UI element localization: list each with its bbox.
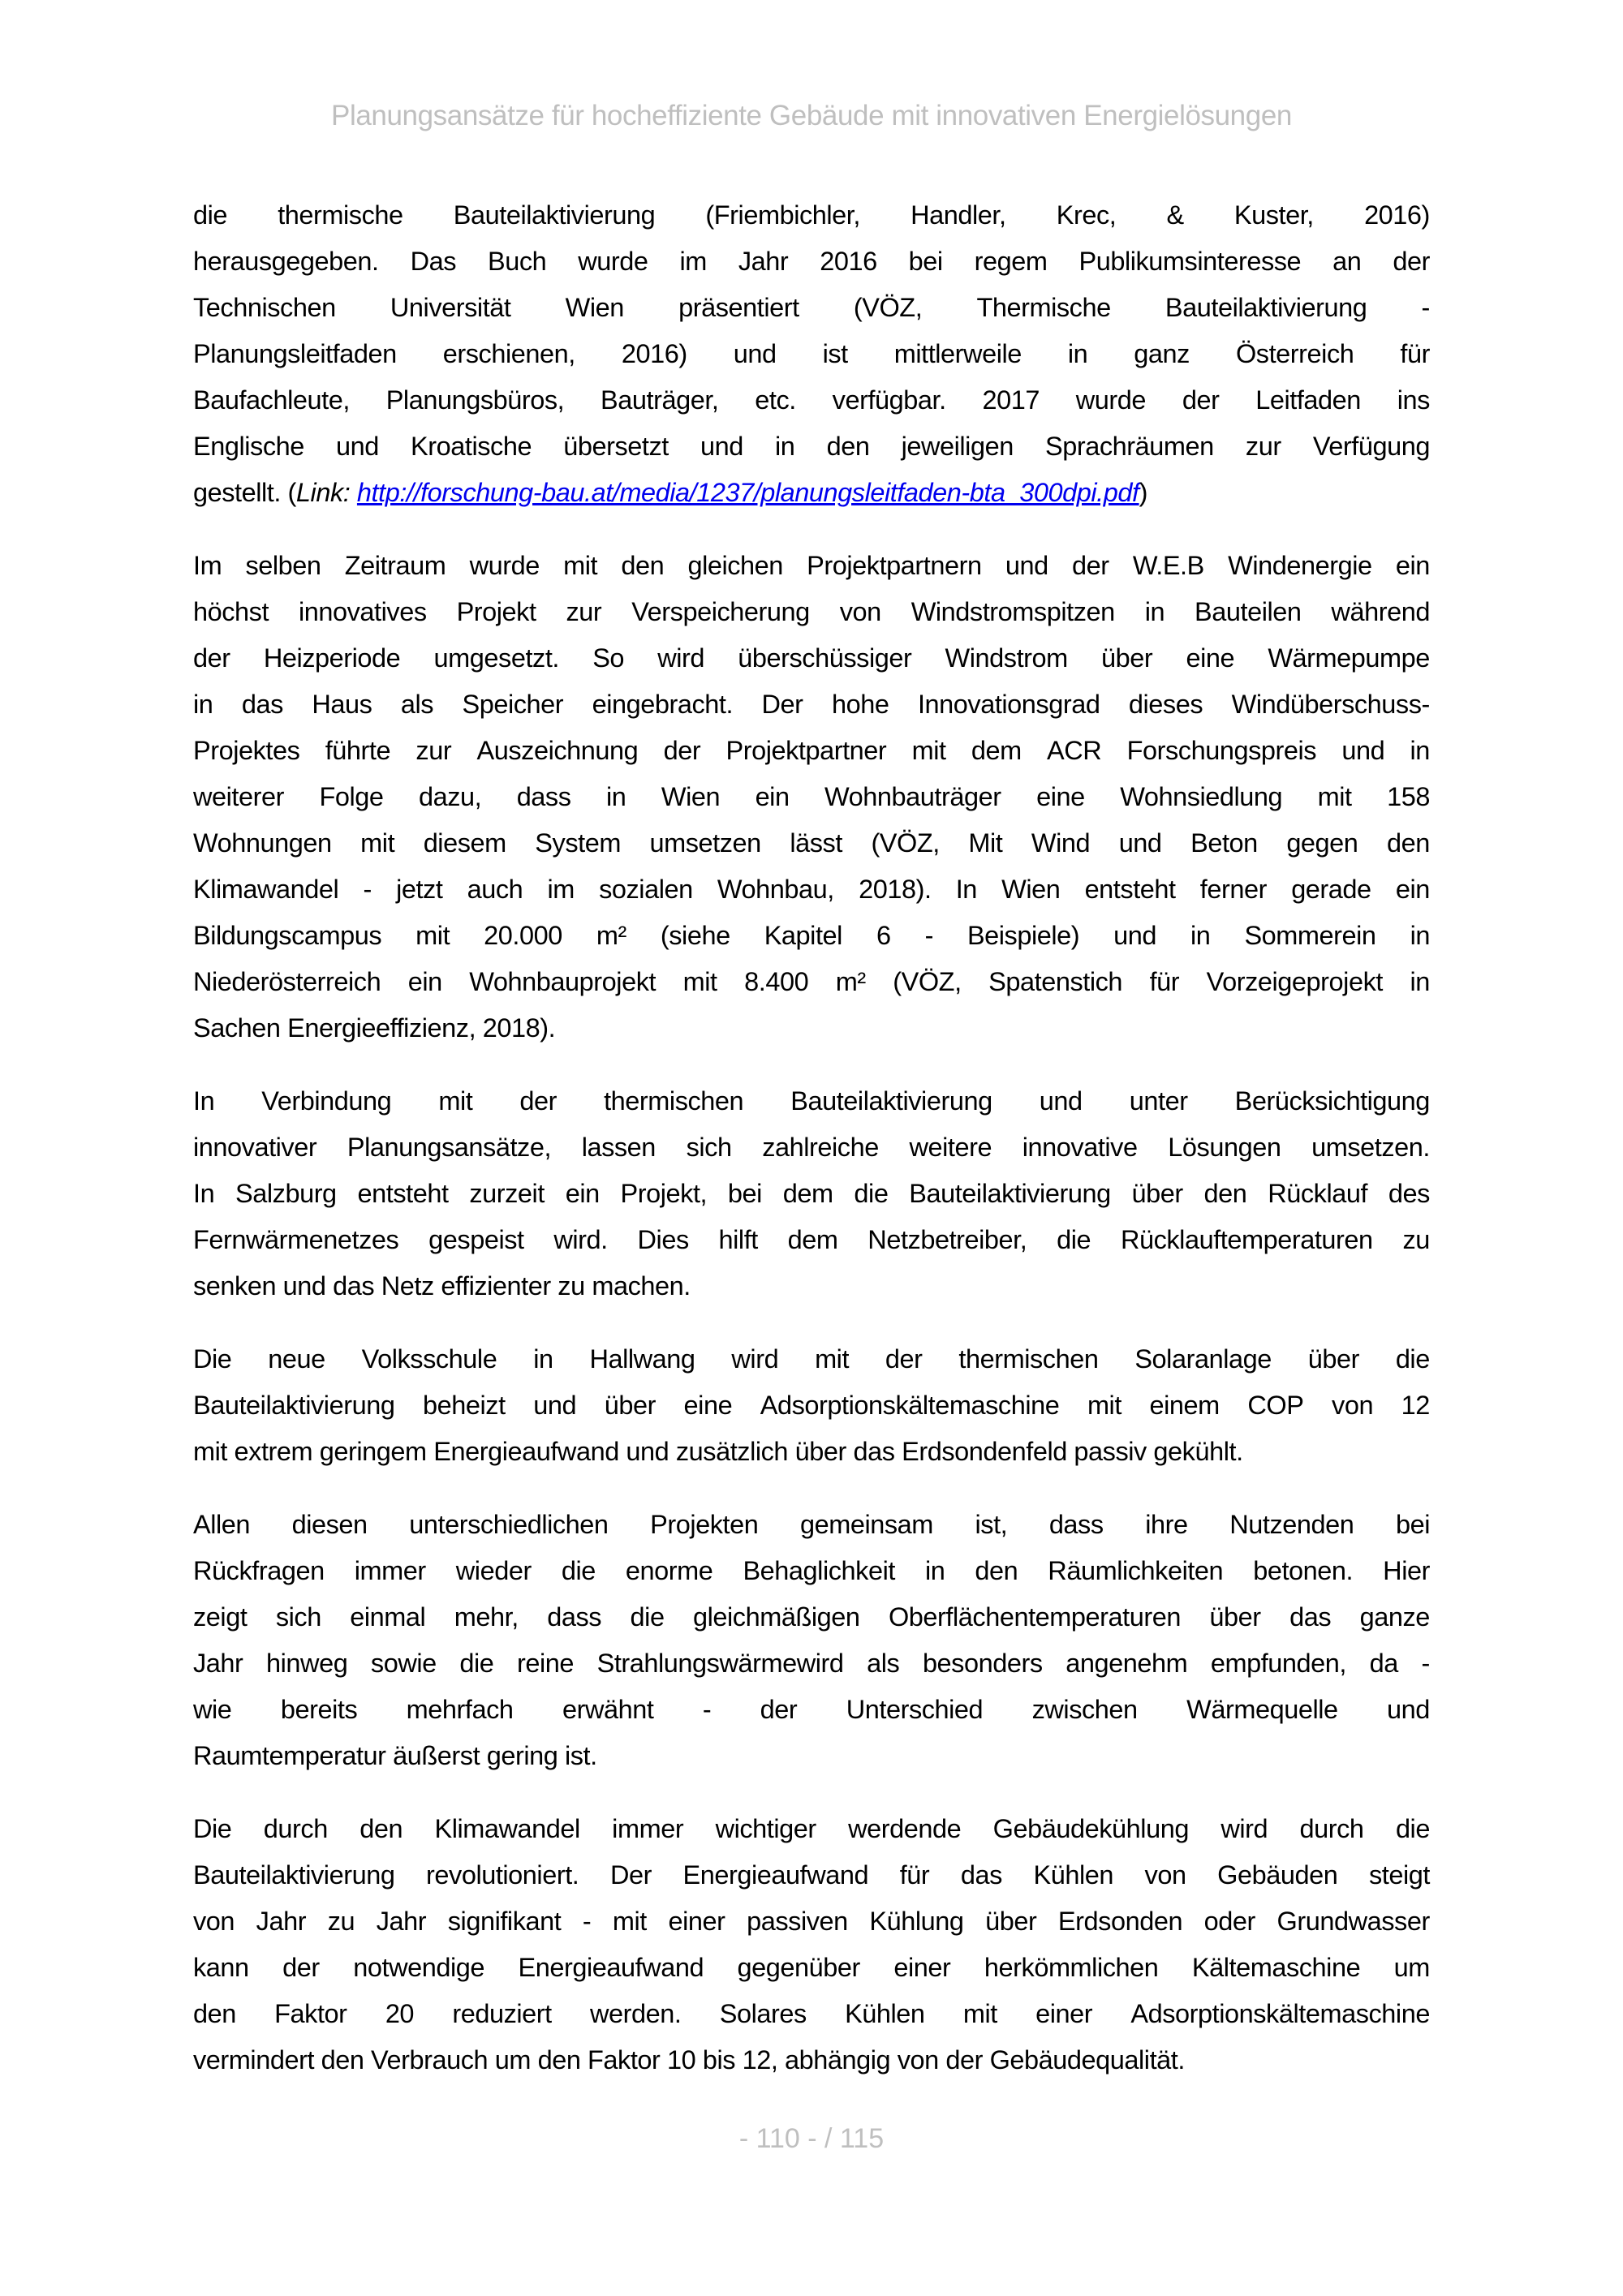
text-line: kann der notwendige Energieaufwand gegenüber einer herkömmlichen Kältemaschine um (193, 1953, 1430, 1982)
text-line: mit extrem geringem Energieaufwand und zusätzlich über das Erdsondenfeld passiv gekühlt. (193, 1437, 1243, 1466)
pdf-link[interactable]: http://forschung-bau.at/media/1237/planungsleitfaden-bta_300dpi.pdf (356, 478, 1139, 507)
text-line: senken und das Netz effizienter zu machen. (193, 1271, 691, 1301)
text-line: Bildungscampus mit 20.000 m² (siehe Kapitel 6 - Beispiele) und in Sommerein in (193, 921, 1430, 950)
text-line: Fernwärmenetzes gespeist wird. Dies hilft dem Netzbetreiber, die Rücklauftemperaturen zu (193, 1225, 1430, 1254)
text-line: der Heizperiode umgesetzt. So wird überschüssiger Windstrom über eine Wärmepumpe (193, 643, 1430, 673)
text-line: Englische und Kroatische übersetzt und in den jeweiligen Sprachräumen zur Verfügung (193, 432, 1430, 461)
running-header: Planungsansätze für hocheffiziente Gebäude mit innovativen Energielösungen (331, 100, 1292, 131)
text-line: in das Haus als Speicher eingebracht. Der hohe Innovationsgrad dieses Windüberschuss- (193, 690, 1430, 719)
text-line: Bauteilaktivierung revolutioniert. Der Energieaufwand für das Kühlen von Gebäuden steigt (193, 1860, 1430, 1890)
text-line: Klimawandel - jetzt auch im sozialen Wohnbau, 2018). In Wien entsteht ferner gerade ein (193, 875, 1430, 904)
text-line: Niederösterreich ein Wohnbauprojekt mit 8.400 m² (VÖZ, Spatenstich für Vorzeigeprojekt in (193, 967, 1430, 996)
text-line: Raumtemperatur äußerst gering ist. (193, 1741, 597, 1770)
text-line: Allen diesen unterschiedlichen Projekten gemeinsam ist, dass ihre Nutzenden bei (193, 1510, 1430, 1539)
text-line: In Verbindung mit der thermischen Bauteilaktivierung und unter Berücksichtigung (193, 1086, 1430, 1116)
text-line: höchst innovatives Projekt zur Verspeicherung von Windstromspitzen in Bauteilen während (193, 597, 1430, 626)
text-line: vermindert den Verbrauch um den Faktor 10 bis 12, abhängig von der Gebäudequalität. (193, 2045, 1185, 2075)
text-line: Sachen Energieeffizienz, 2018). (193, 1013, 556, 1043)
text-line: die thermische Bauteilaktivierung (Friembichler, Handler, Krec, & Kuster, 2016) (193, 200, 1430, 230)
link-line (193, 470, 1430, 516)
paragraph-4 (193, 1336, 1430, 1475)
link-label: Link: (295, 478, 351, 507)
link-suffix: ) (1139, 478, 1147, 507)
text-line: Wohnungen mit diesem System umsetzen lässt (VÖZ, Mit Wind und Beton gegen den (193, 828, 1430, 858)
text-line: Projektes führte zur Auszeichnung der Projektpartner mit dem ACR Forschungspreis und in (193, 736, 1430, 765)
text-line: Die durch den Klimawandel immer wichtiger werdende Gebäudekühlung wird durch die (193, 1814, 1430, 1843)
text-line: den Faktor 20 reduziert werden. Solares Kühlen mit einer Adsorptionskältemaschine (193, 1999, 1430, 2028)
text-line: Jahr hinweg sowie die reine Strahlungswärmewird als besonders angenehm empfunden, da - (193, 1649, 1430, 1678)
page-number: - 110 - / 115 (738, 2123, 885, 2154)
text-line: innovativer Planungsansätze, lassen sich zahlreiche weitere innovative Lösungen umsetzen. (193, 1133, 1430, 1162)
paragraph-6 (193, 1806, 1430, 2083)
text-line: Planungsleitfaden erschienen, 2016) und ist mittlerweile in ganz Österreich für (193, 339, 1430, 368)
text-line: Technischen Universität Wien präsentiert (VÖZ, Thermische Bauteilaktivierung - (193, 293, 1430, 322)
text-line: Rückfragen immer wieder die enorme Behaglichkeit in den Räumlichkeiten betonen. Hier (193, 1556, 1430, 1585)
text-line: von Jahr zu Jahr signifikant - mit einer passiven Kühlung über Erdsonden oder Grundwasser (193, 1907, 1430, 1936)
paragraph-2 (193, 543, 1430, 1051)
text-line: Die neue Volksschule in Hallwang wird mit der thermischen Solaranlage über die (193, 1344, 1430, 1374)
text-line: weiterer Folge dazu, dass in Wien ein Wohnbauträger eine Wohnsiedlung mit 158 (193, 782, 1430, 811)
text-line: In Salzburg entsteht zurzeit ein Projekt, bei dem die Bauteilaktivierung über den Rücklauf des (193, 1179, 1430, 1208)
text-line: herausgegeben. Das Buch wurde im Jahr 2016 bei regem Publikumsinteresse an der (193, 247, 1430, 276)
link-prefix: gestellt. ( (193, 478, 296, 507)
text-line: Im selben Zeitraum wurde mit den gleichen Projektpartnern und der W.E.B Windenergie ein (193, 551, 1430, 580)
text-line: Bauteilaktivierung beheizt und über eine Adsorptionskältemaschine mit einem COP von 12 (193, 1391, 1430, 1420)
text-line: Baufachleute, Planungsbüros, Bauträger, etc. verfügbar. 2017 wurde der Leitfaden ins (193, 385, 1430, 415)
paragraph-3 (193, 1078, 1430, 1309)
text-line: wie bereits mehrfach erwähnt - der Unterschied zwischen Wärmequelle und (193, 1695, 1430, 1724)
paragraph-5 (193, 1502, 1430, 1779)
text-line: zeigt sich einmal mehr, dass die gleichmäßigen Oberflächentemperaturen über das ganze (193, 1602, 1430, 1632)
document-body (193, 192, 1430, 2110)
paragraph-1 (193, 192, 1430, 516)
